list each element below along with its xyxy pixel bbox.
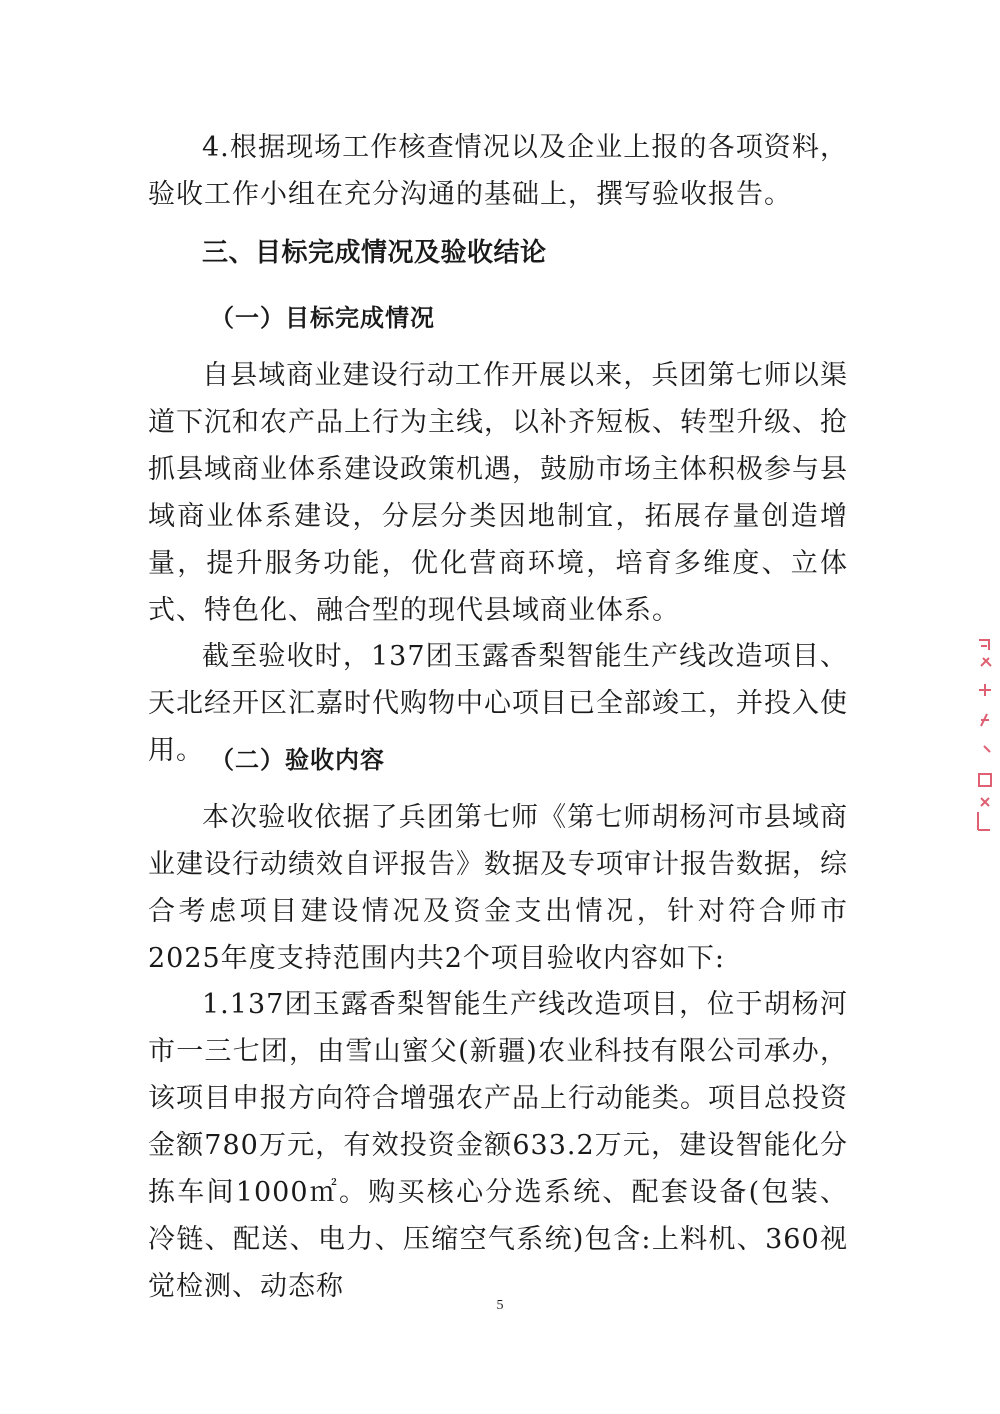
subsection-heading-2: （二）验收内容 (210, 745, 385, 774)
paragraph-acceptance-basis: 本次验收依据了兵团第七师《第七师胡杨河市县域商业建设行动绩效自评报告》数据及专项审计报告数据，综合考虑项目建设情况及资金支出情况，针对符合师市2025年度支持范围内共2个项目验收内容如下: (148, 802, 848, 974)
page-number: 5 (496, 1298, 504, 1313)
paragraph-overview: 自县域商业建设行动工作开展以来，兵团第七师以渠道下沉和农产品上行为主线，以补齐短板、转型升级、抢抓县域商业体系建设政策机遇，鼓励市场主体积极参与县域商业体系建设，分层分类因地制宜，拓展存量创造增量，提升服务功能，优化营商环境，培育多维度、立体式、特色化、融合型的现代县域商业体系。 (148, 360, 848, 626)
paragraph-acceptance-report: 4.根据现场工作核查情况以及企业上报的各项资料，验收工作小组在充分沟通的基础上，撰写验收报告。 (148, 132, 848, 210)
section-heading-3: 三、目标完成情况及验收结论 (202, 238, 547, 268)
paragraph-completion-status: 截至验收时，137团玉露香梨智能生产线改造项目、天北经开区汇嘉时代购物中心项目已全部竣工，并投入使用。 (148, 641, 848, 766)
seal-stamp-fragment (975, 636, 995, 832)
paragraph-project-1: 1.137团玉露香梨智能生产线改造项目，位于胡杨河市一三七团，由雪山蜜父(新疆)农业科技有限公司承办，该项目申报方向符合增强农产品上行动能类。项目总投资金额780万元，有效投资金额633.2万元，建设智能化分拣车间1000㎡。购买核心分选系统、配套设备(包装、冷链、配送、电力、压缩空气系统)包含:上料机、360视觉检测、动态称 (148, 989, 848, 1302)
subsection-heading-1: （一）目标完成情况 (210, 303, 435, 332)
